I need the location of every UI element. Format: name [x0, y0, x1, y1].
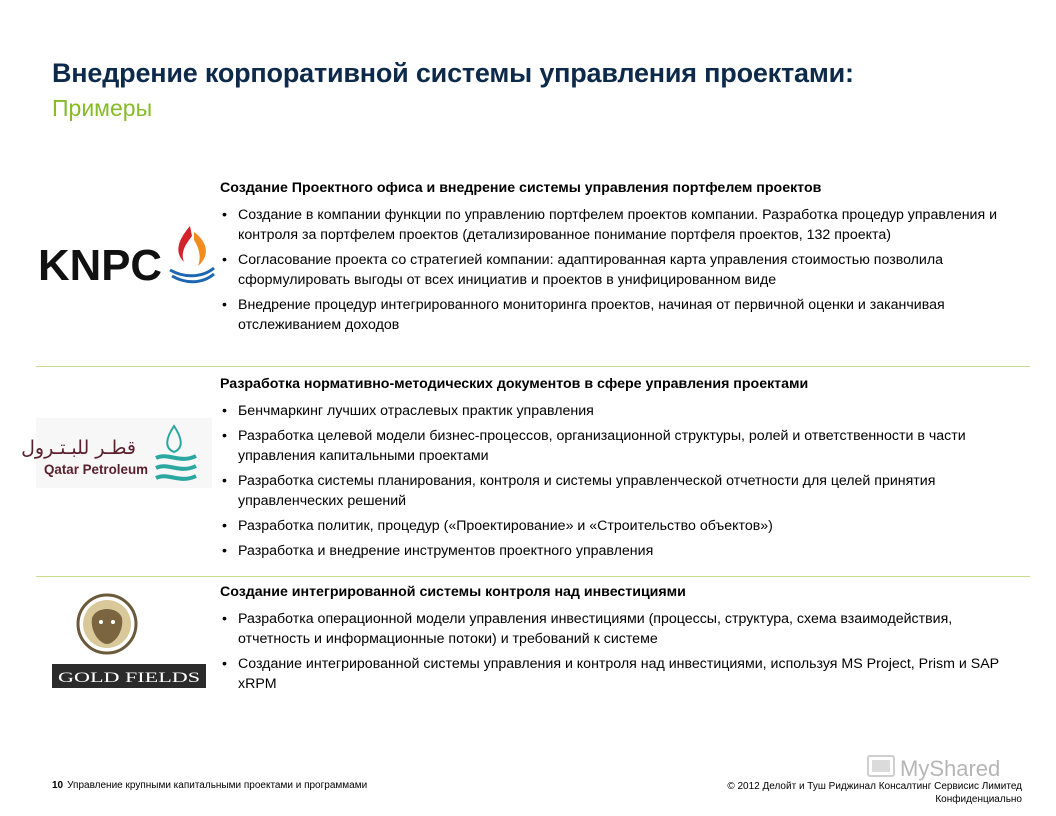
list-item: • Разработка и внедрение инструментов проектного управления	[220, 541, 1020, 561]
qatar-petroleum-logo	[21, 418, 212, 488]
svg-text:قطـر للبـتـرول: قطـر للبـتـرول	[21, 437, 136, 459]
list-item: • Бенчмаркинг лучших отраслевых практик управления	[220, 401, 1020, 421]
list-item: • Разработка политик, процедур («Проектирование» и «Строительство объектов»)	[220, 516, 1020, 536]
list-item: • Создание интегрированной системы управления и контроля над инвестициями, используя MS Project, Prism и SAP xRPM	[220, 654, 1020, 694]
svg-text:GOLD FIELDS: GOLD FIELDS	[58, 670, 200, 686]
svg-text:KNPC: KNPC	[38, 241, 162, 290]
list-item: • Разработка системы планирования, контроля и системы управленческой отчетности для целей принятия управленческих решений	[220, 471, 1020, 511]
gold-fields-logo	[52, 592, 210, 692]
list-item: • Разработка целевой модели бизнес-процессов, организационной структуры, ролей и ответственности в части управления капитальными проектами	[220, 426, 1020, 466]
footer-title: Управление крупными капитальными проектами и программами	[67, 780, 368, 791]
page-number: 10	[52, 780, 64, 791]
section-qatar-petroleum	[220, 374, 1020, 566]
section-knpc	[220, 178, 1020, 340]
section-heading: Создание интегрированной системы контроля над инвестициями	[220, 584, 686, 600]
watermark-text: MyShared	[900, 756, 1001, 781]
section-divider	[36, 576, 1030, 577]
page-subtitle: Примеры	[52, 95, 153, 121]
bullet-list	[220, 205, 1020, 335]
list-item: • Разработка операционной модели управления инвестициями (процессы, структура, схема взаимодействия, отчетность и информационные потоки) и требований к системе	[220, 609, 1020, 649]
page-title: Внедрение корпоративной системы управления проектами:	[52, 58, 854, 88]
list-item: • Согласование проекта со стратегией компании: адаптированная карта управления стоимостью позволила сформулировать выгоды от всех инициатив и проектов в унифицированном виде	[220, 250, 1020, 290]
bullet-list	[220, 401, 1020, 561]
list-item: • Внедрение процедур интегрированного мониторинга проектов, начиная от первичной оценки и заканчивая отслеживанием доходов	[220, 295, 1020, 335]
section-divider	[36, 366, 1030, 367]
confidential-label: Конфиденциально	[935, 794, 1022, 805]
watermark-icon	[866, 752, 898, 787]
footer-left	[52, 780, 367, 791]
bullet-list	[220, 609, 1020, 694]
copyright-text: © 2012 Делойт и Туш Риджинал Консалтинг Сервисис Лимитед	[727, 781, 1022, 792]
section-gold-fields	[220, 582, 1020, 699]
section-heading: Создание Проектного офиса и внедрение системы управления портфелем проектов	[220, 180, 822, 196]
svg-text:Qatar Petroleum: Qatar Petroleum	[44, 461, 148, 477]
list-item: • Создание в компании функции по управлению портфелем проектов компании. Разработка процедур управления и контроля за портфелем проектов (детализированное понимание портфеля проектов, 132 проекта)	[220, 205, 1020, 245]
knpc-logo	[38, 222, 216, 288]
section-heading: Разработка нормативно-методических документов в сфере управления проектами	[220, 376, 809, 392]
